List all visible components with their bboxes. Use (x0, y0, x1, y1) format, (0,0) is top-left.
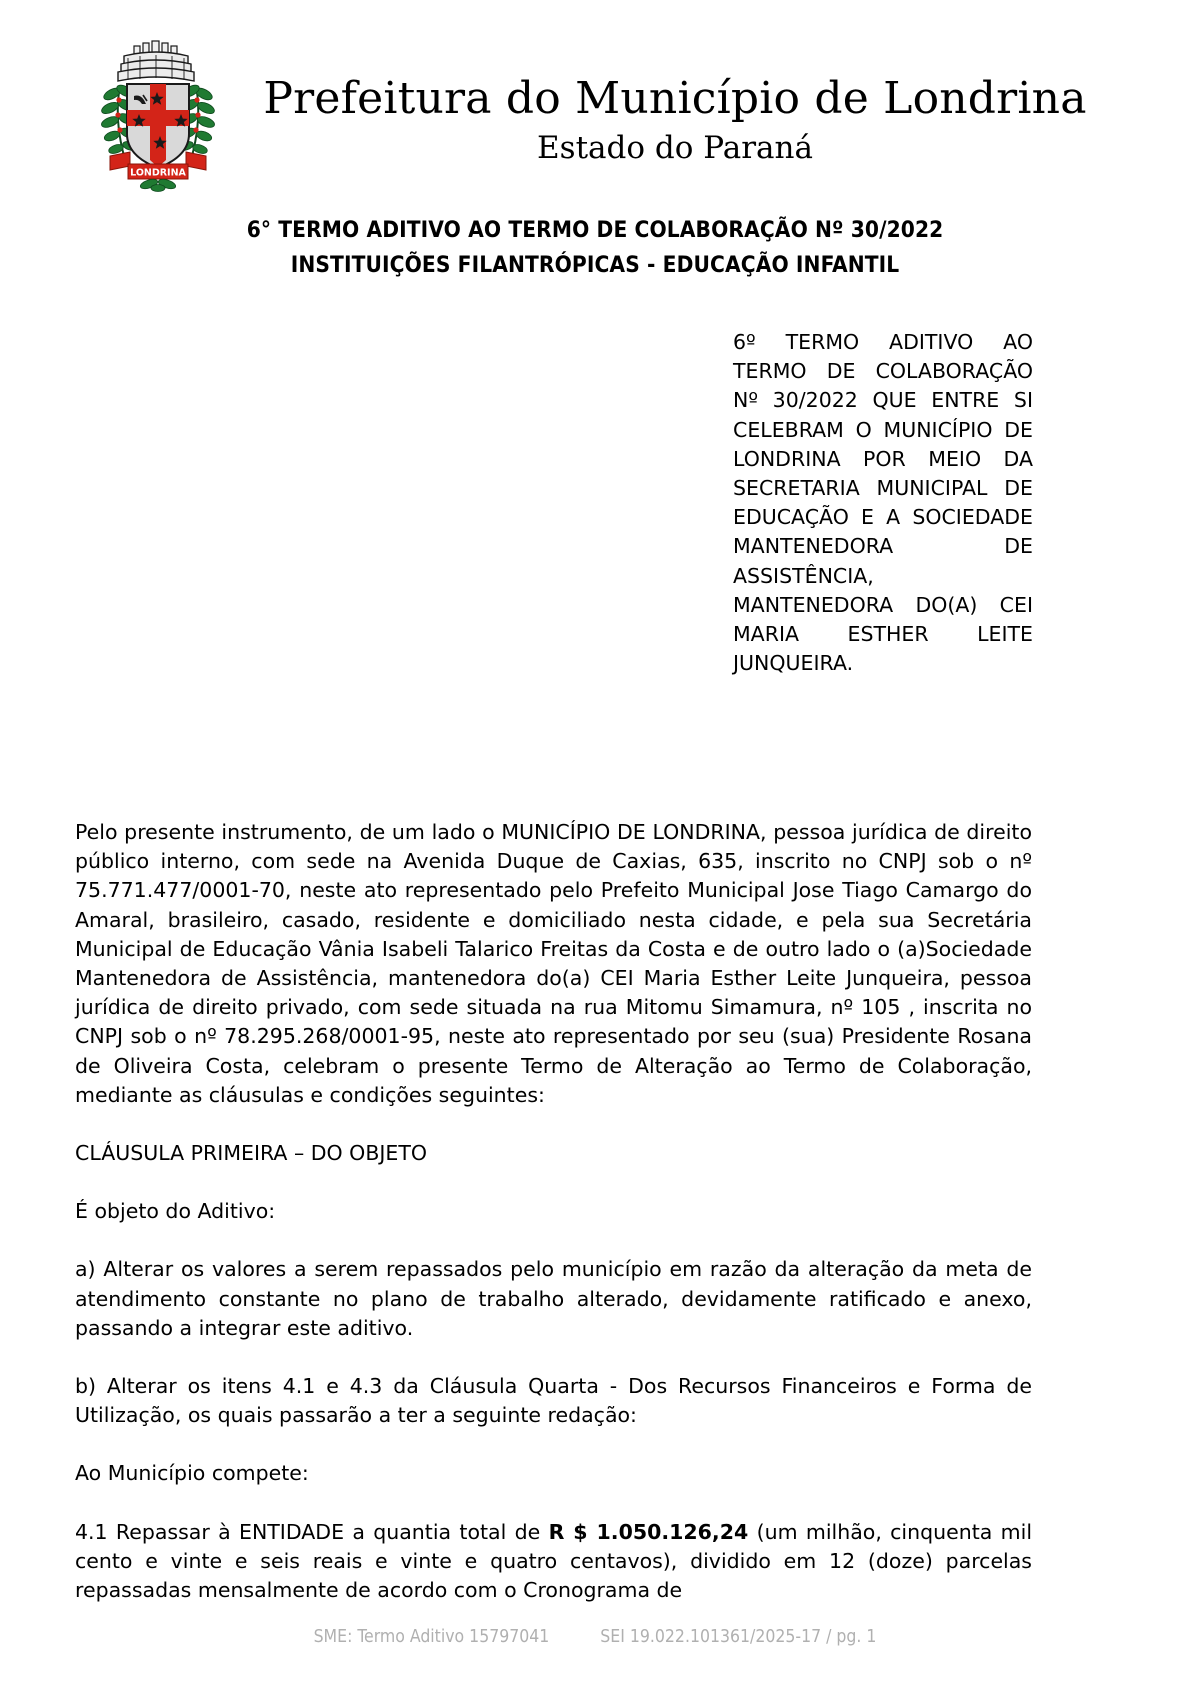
spacer (75, 1168, 1032, 1197)
page-footer (75, 1627, 1115, 1647)
state-subtitle: Estado do Paraná (537, 130, 813, 166)
spacer (75, 1226, 1032, 1255)
footer-sei-reference: SEI 19.022.101361/2025-17 / pg. 1 (600, 1627, 877, 1647)
municipality-title: Prefeitura do Município de Londrina (263, 73, 1087, 124)
spacer (75, 1489, 1032, 1518)
document-body (75, 818, 1032, 1605)
coat-of-arms-icon (94, 38, 222, 193)
object-item-a: a) Alterar os valores a serem repassados pelo município em razão da alteração da meta de atendimento constante no plano de trabalho alterado, devidamente ratificado e anexo, passando a integrar este aditivo. (75, 1257, 1032, 1340)
spacer (75, 1430, 1032, 1459)
crest-ribbon-text: LONDRINA (130, 167, 186, 179)
document-title-line-1: 6° TERMO ADITIVO AO TERMO DE COLABORAÇÃO Nº 30/2022 (246, 217, 944, 243)
spacer (75, 1110, 1032, 1139)
paragraph-intro: Pelo presente instrumento, de um lado o MUNICÍPIO DE LONDRINA, pessoa jurídica de direito público interno, com sede na Avenida Duque de Caxias, 635, inscrito no CNPJ sob o nº 75.771.477/0001-70, neste ato representado pelo Prefeito Municipal Jose Tiago Camargo do Amaral, brasileiro, casado, residente e domiciliado nesta cidade, e pela sua Secretária Municipal de Educação Vânia Isabeli Talarico Freitas da Costa e de outro lado o (a)Sociedade Mantenedora de Assistência, mantenedora do(a) CEI Maria Esther Leite Junqueira, pessoa jurídica de direito privado, com sede situada na rua Mitomu Simamura, nº 105 , inscrita no CNPJ sob o nº 78.295.268/0001-95, neste ato representado por seu (sua) Presidente Rosana de Oliveira Costa, celebram o presente Termo de Alteração ao Termo de Colaboração, mediante as cláusulas e condições seguintes: (75, 820, 1032, 1107)
repasse-amount: R $ 1.050.126,24 (548, 1519, 749, 1544)
spacer (75, 1343, 1032, 1372)
document-header (75, 34, 1115, 194)
footer-sme-reference: SME: Termo Aditivo 15797041 (313, 1627, 550, 1647)
header-title-block (235, 72, 1115, 168)
object-intro: É objeto do Aditivo: (75, 1199, 276, 1224)
clause-item-4-1 (75, 1518, 1032, 1606)
clause-heading: CLÁUSULA PRIMEIRA – DO OBJETO (75, 1141, 428, 1166)
municipio-compete-label: Ao Município compete: (75, 1461, 309, 1486)
clause-item-4-1-prefix: 4.1 Repassar à ENTIDADE a quantia total de (75, 1519, 549, 1544)
preamble-block: 6º TERMO ADITIVO AO TERMO DE COLABORAÇÃO Nº 30/2022 QUE ENTRE SI CELEBRAM O MUNICÍPIO DE LONDRINA POR MEIO DA SECRETARIA MUNICIPAL DE EDUCAÇÃO E A SOCIEDADE MANTENEDORA DE ASSISTÊNCIA, MANTENEDORA DO(A) CEI MARIA ESTHER LEITE JUNQUEIRA. (733, 330, 1033, 676)
document-title-line-2: INSTITUIÇÕES FILANTRÓPICAS - EDUCAÇÃO INFANTIL (290, 252, 900, 278)
clause-item-4-1-suffix: (um milhão, cinquenta mil cento e vinte e seis reais e vinte e quatro centavos), dividido em 12 (doze) parcelas repassadas mensalmente de acordo com o Cronograma de (75, 1519, 1033, 1603)
object-item-b: b) Alterar os itens 4.1 e 4.3 da Cláusula Quarta - Dos Recursos Financeiros e Forma de Utilização, os quais passarão a ter a seguinte redação: (75, 1374, 1032, 1428)
